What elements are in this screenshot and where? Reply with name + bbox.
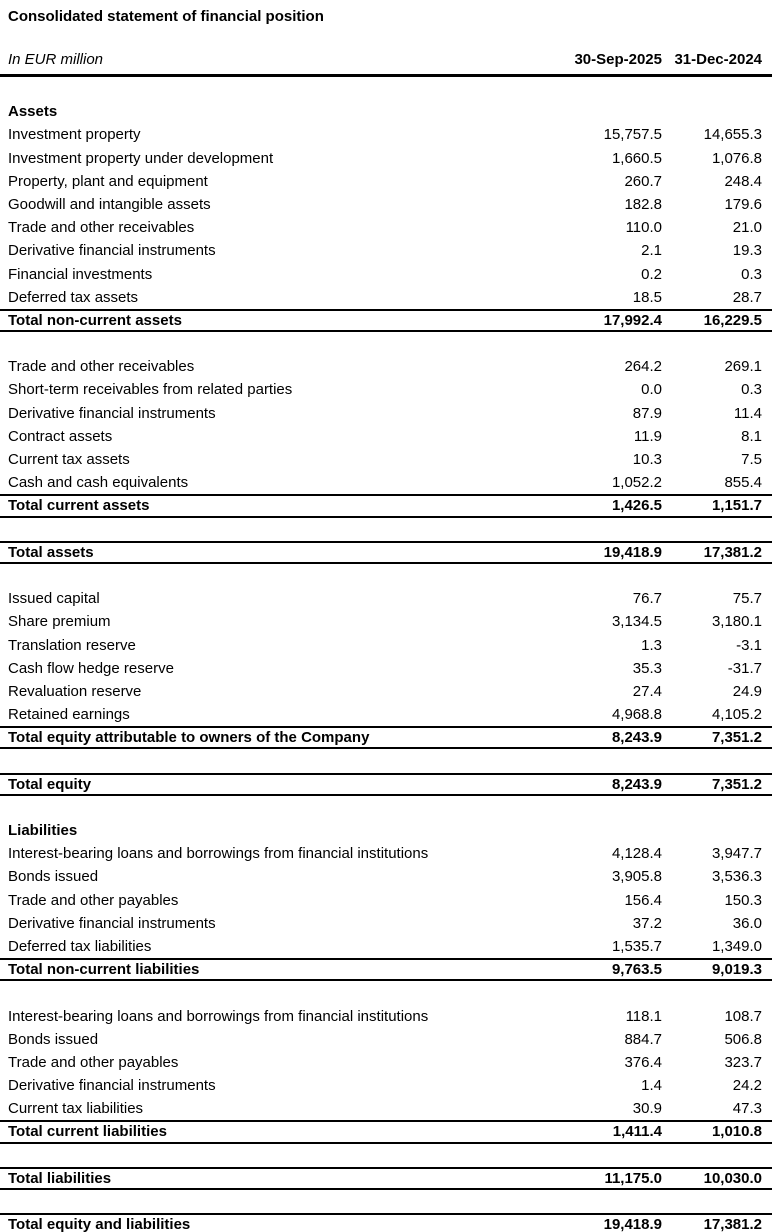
value-2025: 4,968.8 [611,706,662,724]
value-2025: 118.1 [625,1007,662,1025]
value-2025: 1,660.5 [611,149,662,167]
value-2024: 24.2 [732,1077,762,1095]
value-2025: 1,535.7 [611,937,662,955]
row-label: Short-term receivables from related parties [8,381,293,399]
section-heading-row [0,819,772,842]
value-2025: 10.3 [632,451,662,468]
row-label: Interest-bearing loans and borrowings from financial institutions [8,1007,429,1025]
value-2024: 323.7 [724,1053,762,1071]
table-row [0,634,772,657]
table-row [0,170,772,193]
value-2024: 0.3 [741,265,762,283]
table-row [0,657,772,680]
value-2024: 7,351.2 [711,729,762,747]
total-row [0,1167,772,1190]
table-row [0,842,772,865]
table-row [0,865,772,888]
value-2024: 506.8 [724,1030,762,1048]
spacer-row [0,77,772,100]
value-2025: 260.7 [624,172,662,190]
value-2024: 4,105.2 [711,706,762,724]
value-2024: 108.7 [724,1007,762,1025]
value-2025: 376.4 [624,1053,662,1071]
spacer-row [0,518,772,541]
value-2025: 8,243.9 [611,729,662,747]
value-2025: 27.4 [632,682,662,700]
value-2024: 150.3 [724,891,762,909]
row-label: Derivative financial instruments [8,914,216,932]
value-2025: 37.2 [632,914,662,932]
total-row [0,726,772,749]
table-row [0,680,772,703]
value-2025: 17,992.4 [603,311,662,329]
page-title: Consolidated statement of financial position [8,8,324,25]
table-row [0,193,772,216]
row-label: Translation reserve [8,636,136,654]
table-row [0,147,772,170]
table-row [0,889,772,912]
spacer-row [0,749,772,772]
row-label: Current tax liabilities [8,1100,144,1118]
value-2024: 19.3 [732,242,762,260]
row-label: Total current liabilities [8,1123,167,1141]
value-2025: 11,175.0 [604,1169,662,1187]
table-row [0,1028,772,1051]
value-2024: 248.4 [724,172,762,190]
total-row [0,309,772,332]
value-2024: 3,536.3 [711,868,762,886]
value-2025: 0.2 [641,265,662,283]
value-2025: 30.9 [632,1100,662,1118]
value-2025: 4,128.4 [611,845,662,863]
table-row [0,610,772,633]
value-2025: 11.9 [633,427,662,445]
table-row [0,263,772,286]
value-2024: 0.3 [741,381,762,399]
value-2024: 7,351.2 [711,775,762,793]
row-label: Financial investments [8,265,153,283]
spacer-row [0,796,772,819]
row-label: Interest-bearing loans and borrowings from financial institutions [8,845,429,863]
table-header-row [0,31,772,77]
value-2024: -3.1 [736,636,762,654]
spacer-row [0,332,772,355]
value-2024: 75.7 [732,590,762,608]
statement-rows [0,77,772,1232]
table-row [0,1051,772,1074]
value-2024: 7.5 [741,451,762,468]
total-row [0,958,772,981]
row-label: Total equity attributable to owners of the Company [8,729,370,747]
row-label: Issued capital [8,590,100,608]
value-2025: 1,052.2 [611,474,662,492]
value-2024: -31.7 [727,659,762,677]
table-row [0,587,772,610]
value-2025: 1,411.4 [612,1123,662,1141]
column-header-2025: 30-Sep-2025 [574,51,662,68]
value-2024: 1,349.0 [711,937,762,955]
row-label: Liabilities [8,822,78,839]
table-row [0,1005,772,1028]
value-2024: 16,229.5 [703,311,762,329]
value-2025: 182.8 [624,195,662,213]
value-2025: 2.1 [641,242,662,260]
value-2025: 1,426.5 [611,497,662,515]
value-2025: 35.3 [632,659,662,677]
row-label: Trade and other payables [8,891,179,909]
row-label: Bonds issued [8,868,99,886]
value-2025: 3,134.5 [611,613,662,631]
table-row [0,402,772,425]
value-2025: 18.5 [632,288,662,306]
value-2025: 87.9 [632,404,662,422]
total-row [0,1120,772,1143]
value-2025: 884.7 [624,1030,662,1048]
row-label: Total current assets [8,497,150,515]
value-2024: 1,076.8 [711,149,762,167]
row-label: Trade and other receivables [8,219,195,237]
row-label: Assets [8,103,58,121]
value-2025: 15,757.5 [603,126,662,144]
row-label: Derivative financial instruments [8,242,216,260]
row-label: Trade and other payables [8,1053,179,1071]
total-row [0,773,772,796]
value-2024: 24.9 [732,682,762,700]
row-label: Total equity and liabilities [8,1216,191,1232]
table-row [0,1074,772,1097]
row-label: Derivative financial instruments [8,404,216,422]
table-row [0,471,772,494]
row-label: Total non-current assets [8,311,182,329]
value-2025: 1.4 [641,1077,662,1095]
value-2024: 855.4 [724,474,762,492]
spacer-row [0,564,772,587]
row-label: Investment property [8,126,141,144]
value-2025: 8,243.9 [611,775,662,793]
value-2024: 10,030.0 [703,1169,762,1187]
value-2025: 76.7 [632,590,662,608]
value-2024: 36.0 [732,914,762,932]
table-row [0,123,772,146]
value-2025: 156.4 [624,891,662,909]
value-2025: 0.0 [641,381,662,399]
row-label: Total assets [8,543,94,561]
row-label: Deferred tax assets [8,288,139,306]
value-2024: 3,180.1 [711,613,762,631]
row-label: Revaluation reserve [8,682,142,700]
row-label: Deferred tax liabilities [8,937,152,955]
value-2024: 3,947.7 [711,845,762,863]
total-row [0,541,772,564]
row-label: Bonds issued [8,1030,99,1048]
value-2024: 1,010.8 [711,1123,762,1141]
row-label: Total non-current liabilities [8,961,200,979]
value-2024: 269.1 [724,358,762,376]
value-2025: 19,418.9 [603,1216,662,1232]
value-2025: 264.2 [624,358,662,376]
table-row [0,378,772,401]
table-row [0,448,772,471]
value-2024: 47.3 [732,1100,762,1118]
value-2025: 19,418.9 [603,543,662,561]
row-label: Derivative financial instruments [8,1077,216,1095]
row-label: Total liabilities [8,1169,112,1187]
row-label: Property, plant and equipment [8,172,208,190]
total-row [0,1213,772,1232]
section-heading-row [0,100,772,123]
value-2024: 9,019.3 [711,961,762,979]
spacer-row [0,1144,772,1167]
row-label: Contract assets [8,427,113,445]
value-2025: 3,905.8 [611,868,662,886]
value-2024: 11.4 [733,404,762,422]
value-2024: 14,655.3 [703,126,762,144]
value-2025: 1.3 [641,636,662,654]
row-label: Cash and cash equivalents [8,474,189,492]
table-row [0,935,772,958]
spacer-row [0,1190,772,1213]
row-label: Cash flow hedge reserve [8,659,174,677]
table-row [0,1097,772,1120]
value-2024: 28.7 [732,288,762,306]
value-2025: 9,763.5 [611,961,662,979]
row-label: Investment property under development [8,149,274,167]
row-label: Share premium [8,613,111,631]
row-label: Total equity [8,775,92,793]
spacer-row [0,981,772,1004]
value-2024: 17,381.2 [703,1216,762,1232]
row-label: Goodwill and intangible assets [8,195,211,213]
column-header-2024: 31-Dec-2024 [674,51,762,68]
table-row [0,286,772,309]
value-2024: 1,151.7 [711,497,762,515]
total-row [0,494,772,517]
value-2025: 110.0 [625,219,662,237]
value-2024: 17,381.2 [703,543,762,561]
row-label: Current tax assets [8,451,130,468]
unit-label: In EUR million [8,51,104,68]
table-row [0,239,772,262]
table-row [0,355,772,378]
value-2024: 179.6 [724,195,762,213]
row-label: Trade and other receivables [8,358,195,376]
value-2024: 8.1 [741,427,762,445]
row-label: Retained earnings [8,706,130,724]
table-row [0,703,772,726]
value-2024: 21.0 [732,219,762,237]
table-row [0,425,772,448]
table-row [0,912,772,935]
table-row [0,216,772,239]
